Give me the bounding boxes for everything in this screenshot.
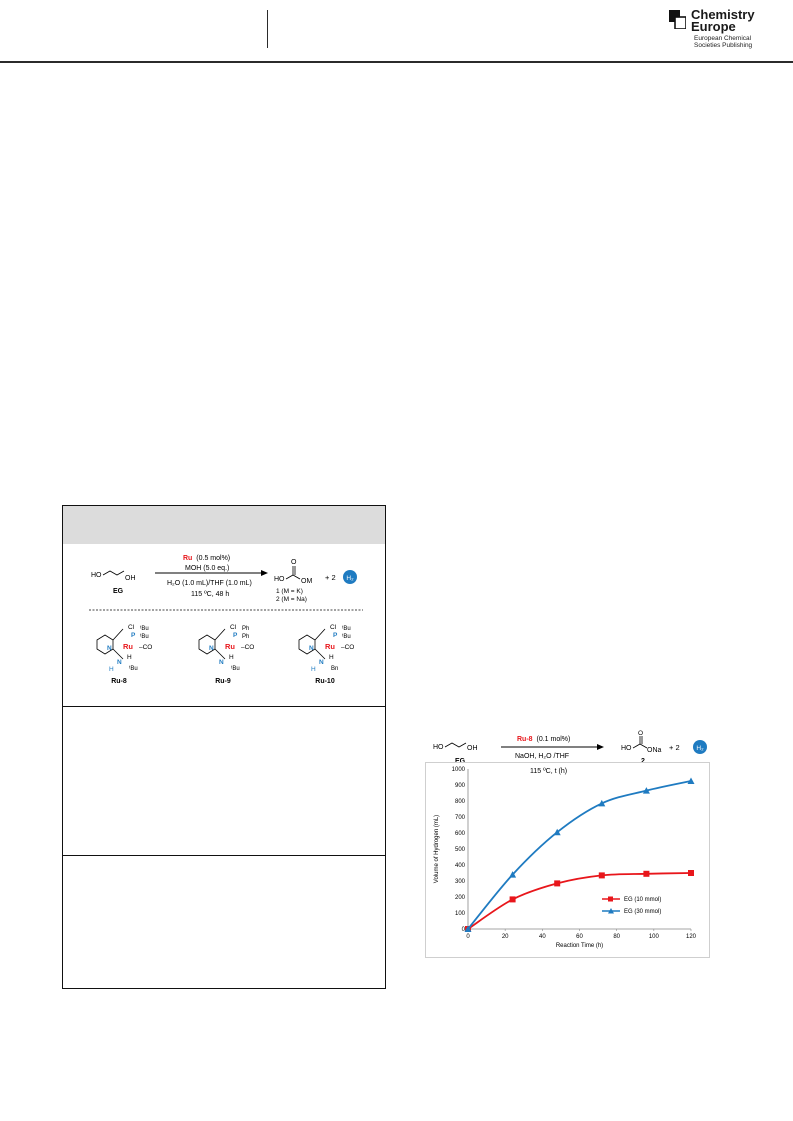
logo-subtitle: European Chemical Societies Publishing <box>694 35 753 49</box>
svg-text:–CO: –CO <box>241 644 255 651</box>
series-1-point <box>688 870 694 876</box>
figure-coproduct-coef: + 2 <box>669 743 680 752</box>
svg-text:N: N <box>117 659 122 666</box>
svg-text:N: N <box>219 659 224 666</box>
catalyst-screening-table <box>62 505 386 989</box>
svg-text:Ru: Ru <box>123 642 133 651</box>
table-product-group: OM <box>301 578 313 585</box>
series-1-point <box>599 872 605 878</box>
table-reactant-label: EG <box>113 588 124 595</box>
svg-text:O: O <box>291 559 297 566</box>
figure-reagents: NaOH, H₂O /THF <box>515 753 570 760</box>
hydrogen-volume-chart <box>425 762 710 958</box>
svg-text:Cl: Cl <box>330 624 337 631</box>
complex-label-ru-9: Ru-9 <box>215 678 231 685</box>
svg-text:Ru-8 (0.1 mol%) <box>517 736 570 743</box>
figure-conditions: 115 ºC, t (h) <box>530 768 568 775</box>
svg-text:H: H <box>329 654 334 661</box>
table-solvent: H₂O (1.0 mL)/THF (1.0 mL) <box>167 580 252 587</box>
figure-catalyst-loading: (0.1 mol%) <box>536 736 571 743</box>
x-tick-label: 20 <box>501 934 509 940</box>
svg-text:Ru (0.5 mol%) <box>183 555 230 562</box>
svg-text:H: H <box>109 666 114 673</box>
svg-text:N: N <box>107 645 112 652</box>
y-tick-label: 400 <box>454 863 465 869</box>
x-tick-label: 100 <box>648 934 659 940</box>
table-reaction-scheme <box>63 544 385 706</box>
table-header-band <box>63 506 385 544</box>
complex-ru-9 <box>199 624 254 672</box>
x-tick-label: 120 <box>685 934 697 940</box>
svg-text:P: P <box>233 632 238 639</box>
svg-text:ᵗBu: ᵗBu <box>342 626 351 632</box>
x-tick-label: 40 <box>538 934 546 940</box>
legend-label-2: EG (30 mmol) <box>624 909 662 915</box>
hydrogen-evolution-figure <box>425 730 725 960</box>
figure-product-group: ONa <box>647 747 662 754</box>
svg-text:OH: OH <box>125 575 136 582</box>
table-product-label-1: 1 (M = K) <box>276 588 303 595</box>
logo-name: Chemistry Europe <box>691 7 755 34</box>
table-catalyst-loading: (0.5 mol%) <box>196 555 231 562</box>
svg-text:ᵗBu: ᵗBu <box>231 666 240 672</box>
svg-text:HO: HO <box>91 572 102 579</box>
chemistry-europe-logo-icon <box>669 10 686 29</box>
svg-text:N: N <box>309 645 314 652</box>
table-catalyst: Ru <box>183 555 193 562</box>
figure-coproduct: H₂ <box>696 745 704 752</box>
figure-reactant-label: EG <box>455 758 466 762</box>
y-tick-label: 300 <box>454 879 465 885</box>
complex-label-ru-10: Ru-10 <box>315 678 335 685</box>
svg-text:N: N <box>209 645 214 652</box>
series-1-point <box>510 896 516 902</box>
svg-text:ᵗBu: ᵗBu <box>342 634 351 640</box>
series-1-point <box>554 880 560 886</box>
svg-text:–CO: –CO <box>341 644 355 651</box>
y-tick-label: 800 <box>454 799 465 805</box>
y-tick-label: 1000 <box>451 767 465 773</box>
svg-text:–CO: –CO <box>139 644 153 651</box>
svg-text:P: P <box>333 632 338 639</box>
complex-label-ru-8: Ru-8 <box>111 678 127 685</box>
table-row-divider <box>63 706 385 707</box>
svg-text:Ph: Ph <box>242 634 250 640</box>
series-1-point <box>643 871 649 877</box>
svg-text:ᵗBu: ᵗBu <box>129 666 138 672</box>
legend-label-1: EG (10 mmol) <box>624 897 662 903</box>
x-axis-label: Reaction Time (h) <box>555 943 604 949</box>
table-product-label-2: 2 (M = Na) <box>276 596 307 603</box>
chemistry-europe-logo <box>669 9 779 53</box>
table-coproduct: H₂ <box>346 575 354 582</box>
y-tick-label: 700 <box>454 815 465 821</box>
svg-text:HO: HO <box>274 576 285 583</box>
svg-text:Cl: Cl <box>128 624 135 631</box>
figure-catalyst: Ru-8 <box>517 736 533 743</box>
svg-text:H: H <box>311 666 316 673</box>
figure-product-label: 2 <box>641 758 645 762</box>
y-axis-label: Volume of Hydrogen (mL) <box>434 814 440 884</box>
y-tick-label: 0 <box>461 927 465 933</box>
svg-text:Ru: Ru <box>325 642 335 651</box>
svg-text:ᵗBu: ᵗBu <box>140 634 149 640</box>
svg-text:H: H <box>127 654 132 661</box>
legend-marker-1 <box>608 897 613 902</box>
y-tick-label: 200 <box>454 895 465 901</box>
svg-text:P: P <box>131 632 136 639</box>
svg-text:Cl: Cl <box>230 624 237 631</box>
svg-text:N: N <box>319 659 324 666</box>
figure-reaction-scheme <box>425 730 725 762</box>
header-rule <box>0 61 793 63</box>
svg-text:Ph: Ph <box>242 626 250 632</box>
y-tick-label: 900 <box>454 783 465 789</box>
header-divider <box>267 10 268 48</box>
x-tick-label: 80 <box>613 934 621 940</box>
svg-text:HO: HO <box>433 744 444 751</box>
chart-svg <box>426 763 709 957</box>
table-coproduct-coef: + 2 <box>325 573 336 582</box>
table-conditions: 115 ºC, 48 h <box>191 591 230 598</box>
table-row-divider <box>63 855 385 856</box>
complex-ru-8 <box>97 624 152 673</box>
x-tick-label: 60 <box>576 934 583 940</box>
svg-text:OH: OH <box>467 745 478 752</box>
x-tick-label: 0 <box>466 934 470 940</box>
svg-text:ᵗBu: ᵗBu <box>140 626 149 632</box>
complex-ru-10 <box>299 624 354 673</box>
svg-text:HO: HO <box>621 745 632 752</box>
svg-text:Bn: Bn <box>331 666 339 672</box>
svg-text:H: H <box>229 654 234 661</box>
svg-text:Ru: Ru <box>225 642 235 651</box>
svg-text:O: O <box>638 730 644 737</box>
y-tick-label: 600 <box>454 831 465 837</box>
y-tick-label: 100 <box>454 911 465 917</box>
table-base: MOH (5.0 eq.) <box>185 565 230 572</box>
y-tick-label: 500 <box>454 847 465 853</box>
